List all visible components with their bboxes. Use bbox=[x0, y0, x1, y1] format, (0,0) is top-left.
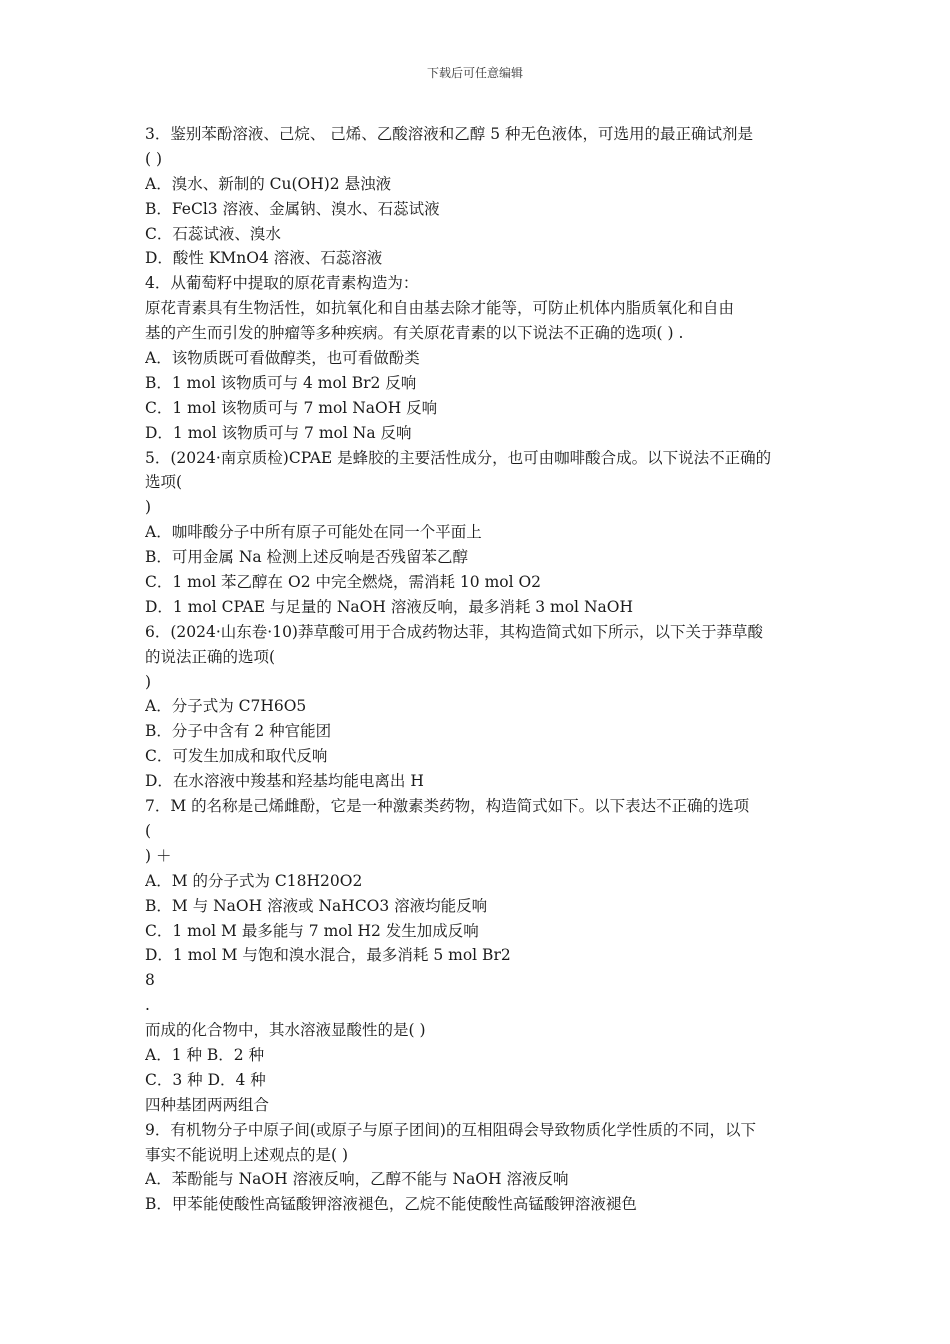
document-body bbox=[145, 122, 815, 1217]
text-line: C．石蕊试液、溴水 bbox=[145, 224, 281, 243]
text-line: C．1 mol M 最多能与 7 mol H2 发生加成反响 bbox=[145, 921, 479, 940]
text-line: 原花青素具有生物活性，如抗氧化和自由基去除才能等，可防止机体内脂质氧化和自由 bbox=[145, 299, 735, 318]
text-line: 基的产生而引发的肿瘤等多种疾病。有关原花青素的以下说法不正确的选项( ) . bbox=[145, 324, 684, 343]
text-line: C．1 mol 该物质可与 7 mol NaOH 反响 bbox=[145, 398, 438, 417]
text-line: D．在水溶液中羧基和羟基均能电离出 H bbox=[145, 772, 424, 791]
text-line: D．酸性 KMnO4 溶液、石蕊溶液 bbox=[145, 249, 383, 268]
text-line: A．该物质既可看做醇类，也可看做酚类 bbox=[145, 349, 420, 368]
text-line: ( bbox=[145, 821, 152, 840]
text-line: 的说法正确的选项( bbox=[145, 647, 276, 666]
text-line: D．1 mol 该物质可与 7 mol Na 反响 bbox=[145, 423, 412, 442]
text-line: A．分子式为 C7H6O5 bbox=[145, 697, 307, 716]
text-line: ) ＋ bbox=[145, 846, 172, 865]
text-line: B．可用金属 Na 检测上述反响是否残留苯乙醇 bbox=[145, 548, 469, 567]
text-line: 四种基团两两组合 bbox=[145, 1095, 270, 1114]
text-line: B．FeCl3 溶液、金属钠、溴水、石蕊试液 bbox=[145, 199, 440, 218]
text-line: 8 bbox=[145, 971, 155, 990]
text-line: ( ) bbox=[145, 149, 163, 168]
text-line: 4．从葡萄籽中提取的原花青素构造为： bbox=[145, 274, 419, 293]
text-line: D．1 mol M 与饱和溴水混合，最多消耗 5 mol Br2 bbox=[145, 946, 511, 965]
text-line: D．1 mol CPAE 与足量的 NaOH 溶液反响，最多消耗 3 mol NaOH bbox=[145, 597, 633, 616]
text-line: 9．有机物分子中原子间(或原子与原子团间)的互相阻碍会导致物质化学性质的不同，以下 bbox=[145, 1120, 756, 1139]
text-line: 3．鉴别苯酚溶液、己烷、 己烯、乙酸溶液和乙醇 5 种无色液体，可选用的最正确试剂是 bbox=[145, 125, 754, 143]
text-line: A．1 种 B．2 种 bbox=[145, 1045, 265, 1064]
text-line: 选项( bbox=[145, 473, 183, 492]
text-line: B．甲苯能使酸性高锰酸钾溶液褪色，乙烷不能使酸性高锰酸钾溶液褪色 bbox=[145, 1195, 637, 1214]
text-line: A．苯酚能与 NaOH 溶液反响，乙醇不能与 NaOH 溶液反响 bbox=[145, 1170, 569, 1189]
text-line: B．M 与 NaOH 溶液或 NaHCO3 溶液均能反响 bbox=[145, 896, 488, 915]
text-line: A．咖啡酸分子中所有原子可能处在同一个平面上 bbox=[145, 523, 482, 542]
text-line: ) bbox=[145, 672, 152, 691]
text-line: C．可发生加成和取代反响 bbox=[145, 747, 328, 766]
page-header: 下载后可任意编辑 bbox=[426, 66, 523, 80]
text-line: . bbox=[145, 996, 150, 1015]
text-line: C．1 mol 苯乙醇在 O2 中完全燃烧，需消耗 10 mol O2 bbox=[145, 573, 542, 592]
text-line: 7．M 的名称是己烯雌酚，它是一种激素类药物，构造简式如下。以下表达不正确的选项 bbox=[145, 797, 750, 816]
text-line: 事实不能说明上述观点的是( ) bbox=[145, 1145, 349, 1164]
text-line: 5．(2024·南京质检)CPAE 是蜂胶的主要活性成分，也可由咖啡酸合成。以下说法不正确的 bbox=[145, 448, 772, 467]
text-line: A．溴水、新制的 Cu(OH)2 悬浊液 bbox=[145, 174, 392, 193]
text-line: ) bbox=[145, 498, 152, 517]
text-line: B．1 mol 该物质可与 4 mol Br2 反响 bbox=[145, 373, 417, 392]
text-line: A．M 的分子式为 C18H20O2 bbox=[145, 871, 363, 890]
text-line: 6．(2024·山东卷·10)莽草酸可用于合成药物达菲，其构造简式如下所示，以下关于莽草酸 bbox=[145, 622, 763, 641]
text-line: 而成的化合物中，其水溶液显酸性的是( ) bbox=[145, 1021, 426, 1040]
text-line: C．3 种 D．4 种 bbox=[145, 1070, 266, 1089]
text-line: B．分子中含有 2 种官能团 bbox=[145, 722, 332, 741]
